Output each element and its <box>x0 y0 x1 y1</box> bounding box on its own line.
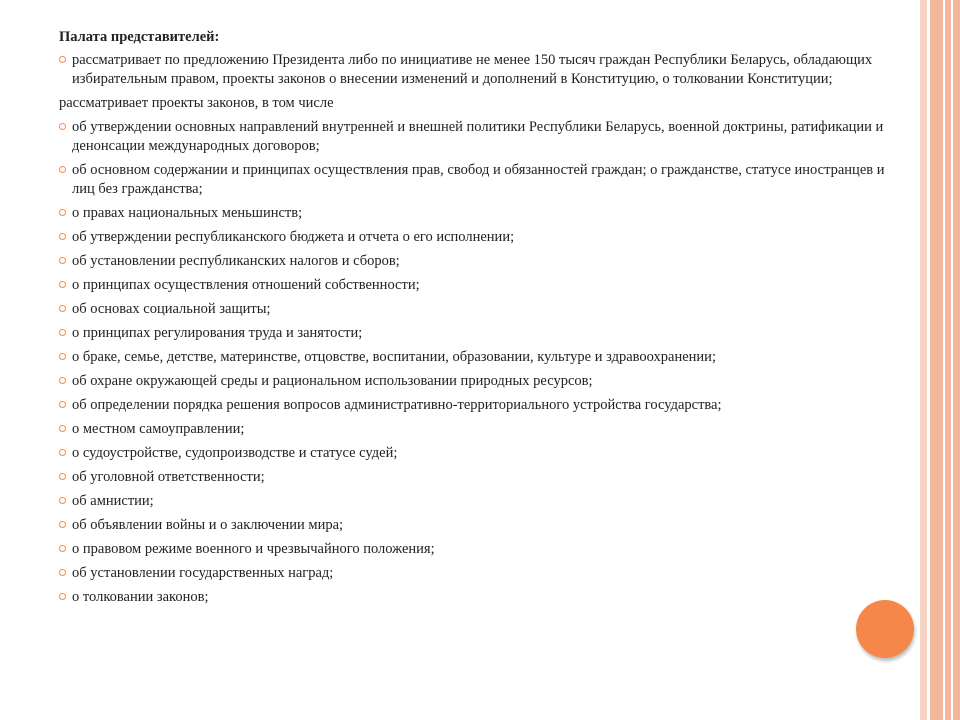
circle-bullet-icon <box>59 497 66 504</box>
list-item-text: об уголовной ответственности; <box>72 469 265 485</box>
list-item-text: об объявлении войны и о заключении мира; <box>72 517 344 533</box>
circle-bullet-icon <box>59 281 66 288</box>
list-item-text: об утверждении основных направлений внутренней и внешней политики Республики Беларусь, военной доктрины, ратификации и денонсации международных договоров; <box>72 119 884 154</box>
stripe-line <box>943 0 945 720</box>
list-item-text: о толковании законов; <box>72 589 209 605</box>
list-item-text: об основах социальной защиты; <box>72 301 271 317</box>
list-item <box>59 444 909 463</box>
list-item <box>59 252 909 271</box>
circle-bullet-icon <box>59 305 66 312</box>
list-item-text: о местном самоуправлении; <box>72 421 245 437</box>
list-item <box>59 348 909 367</box>
list-item-text: о принципах осуществления отношений собственности; <box>72 277 420 293</box>
list-item <box>59 51 909 89</box>
list-item <box>59 492 909 511</box>
right-decorative-stripes <box>920 0 960 720</box>
list-item-text: об утверждении республиканского бюджета и отчета о его исполнении; <box>72 229 515 245</box>
circle-bullet-icon <box>59 353 66 360</box>
list-item-text: об определении порядка решения вопросов административно-территориального устройства государства; <box>72 397 722 413</box>
intro-text: рассматривает проекты законов, в том числе <box>59 95 334 111</box>
list-item <box>59 588 909 607</box>
list-item-text: об установлении государственных наград; <box>72 565 334 581</box>
circle-bullet-icon <box>59 425 66 432</box>
list-item-text: о принципах регулирования труда и занятости; <box>72 325 363 341</box>
bullet-list <box>59 118 909 607</box>
list-item <box>59 564 909 583</box>
circle-bullet-icon <box>59 257 66 264</box>
stripe-line <box>951 0 953 720</box>
slide-heading: Палата представителей: <box>59 29 220 45</box>
circle-bullet-icon <box>59 209 66 216</box>
list-item-text: о браке, семье, детстве, материнстве, отцовстве, воспитании, образовании, культуре и здравоохранении; <box>72 349 716 365</box>
circle-bullet-icon <box>59 56 66 63</box>
list-item-text: об охране окружающей среды и рациональном использовании природных ресурсов; <box>72 373 593 389</box>
circle-bullet-icon <box>59 545 66 552</box>
list-item-text: о судоустройстве, судопроизводстве и статусе судей; <box>72 445 398 461</box>
list-item <box>59 118 909 156</box>
decorative-circle <box>856 600 914 658</box>
list-item <box>59 228 909 247</box>
list-item-text: об амнистии; <box>72 493 154 509</box>
list-item-text: о правовом режиме военного и чрезвычайного положения; <box>72 541 435 557</box>
list-item-text: об установлении республиканских налогов и сборов; <box>72 253 400 269</box>
list-item-text: рассматривает по предложению Президента либо по инициативе не менее 150 тысяч граждан Республики Беларусь, обладающих избирательным правом, проекты законов о внесении изменений и дополнений в Конституцию, о толковании Конституции; <box>72 52 873 87</box>
list-item <box>59 540 909 559</box>
circle-bullet-icon <box>59 473 66 480</box>
circle-bullet-icon <box>59 569 66 576</box>
circle-bullet-icon <box>59 401 66 408</box>
circle-bullet-icon <box>59 449 66 456</box>
list-item <box>59 372 909 391</box>
list-item <box>59 300 909 319</box>
list-item-text: о правах национальных меньшинств; <box>72 205 303 221</box>
list-item <box>59 324 909 343</box>
slide-content <box>59 28 909 612</box>
circle-bullet-icon <box>59 377 66 384</box>
list-item <box>59 276 909 295</box>
list-item <box>59 161 909 199</box>
circle-bullet-icon <box>59 329 66 336</box>
list-item-text: об основном содержании и принципах осуществления прав, свобод и обязанностей граждан; о гражданстве, статусе иностранцев и лиц без гражданства; <box>72 162 885 197</box>
list-item <box>59 204 909 223</box>
list-item <box>59 468 909 487</box>
circle-bullet-icon <box>59 233 66 240</box>
circle-bullet-icon <box>59 123 66 130</box>
circle-bullet-icon <box>59 521 66 528</box>
list-item <box>59 396 909 415</box>
circle-bullet-icon <box>59 593 66 600</box>
list-item <box>59 516 909 535</box>
circle-bullet-icon <box>59 166 66 173</box>
list-item <box>59 420 909 439</box>
